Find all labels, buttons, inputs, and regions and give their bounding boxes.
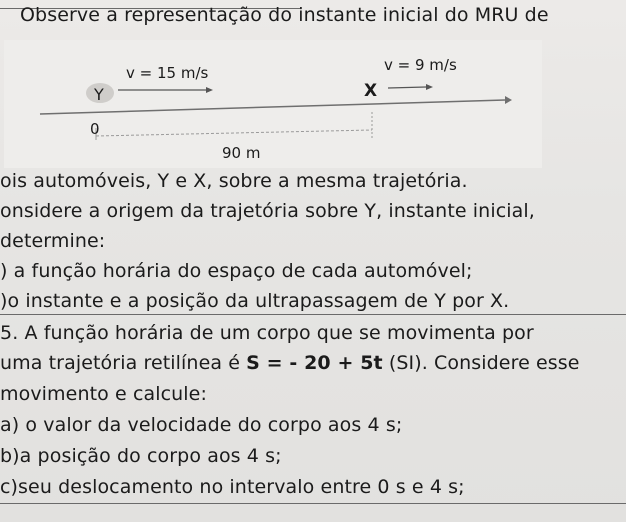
label-x: X	[364, 81, 378, 101]
mru-diagram	[0, 0, 626, 180]
text-line-2: onsidere a origem da trajetória sobre Y, instante inicial,	[0, 200, 535, 222]
origin-label: 0	[90, 120, 100, 138]
text-line-4: ) a função horária do espaço de cada automóvel;	[0, 260, 473, 282]
text-line-7	[0, 352, 580, 374]
diagram-frame	[4, 40, 542, 168]
text-line-3: determine:	[0, 230, 106, 252]
text-line-7-post: (SI). Considere esse	[382, 352, 580, 374]
distance-label: 90 m	[222, 144, 261, 162]
text-line-11: c)seu deslocamento no intervalo entre 0 s e 4 s;	[0, 476, 465, 498]
text-line-1: ois automóveis, Y e X, sobre a mesma trajetória.	[0, 170, 468, 192]
separator-rule	[0, 314, 626, 315]
text-line-6: 5. A função horária de um corpo que se movimenta por	[0, 322, 534, 344]
position-function-formula: S = - 20 + 5t	[246, 352, 383, 374]
text-line-7-pre: uma trajetória retilínea é	[0, 352, 247, 374]
text-line-10: b)a posição do corpo aos 4 s;	[0, 445, 282, 467]
velocity-y-label: v = 15 m/s	[126, 64, 209, 82]
intro-text: Observe a representação do instante inicial do MRU de	[20, 4, 549, 26]
text-line-9: a) o valor da velocidade do corpo aos 4 s;	[0, 414, 403, 436]
text-line-8: movimento e calcule:	[0, 383, 207, 405]
label-y: Y	[94, 85, 104, 104]
text-line-5: )o instante e a posição da ultrapassagem de Y por X.	[0, 290, 510, 312]
velocity-x-label: v = 9 m/s	[384, 56, 457, 74]
bottom-rule	[0, 503, 626, 504]
